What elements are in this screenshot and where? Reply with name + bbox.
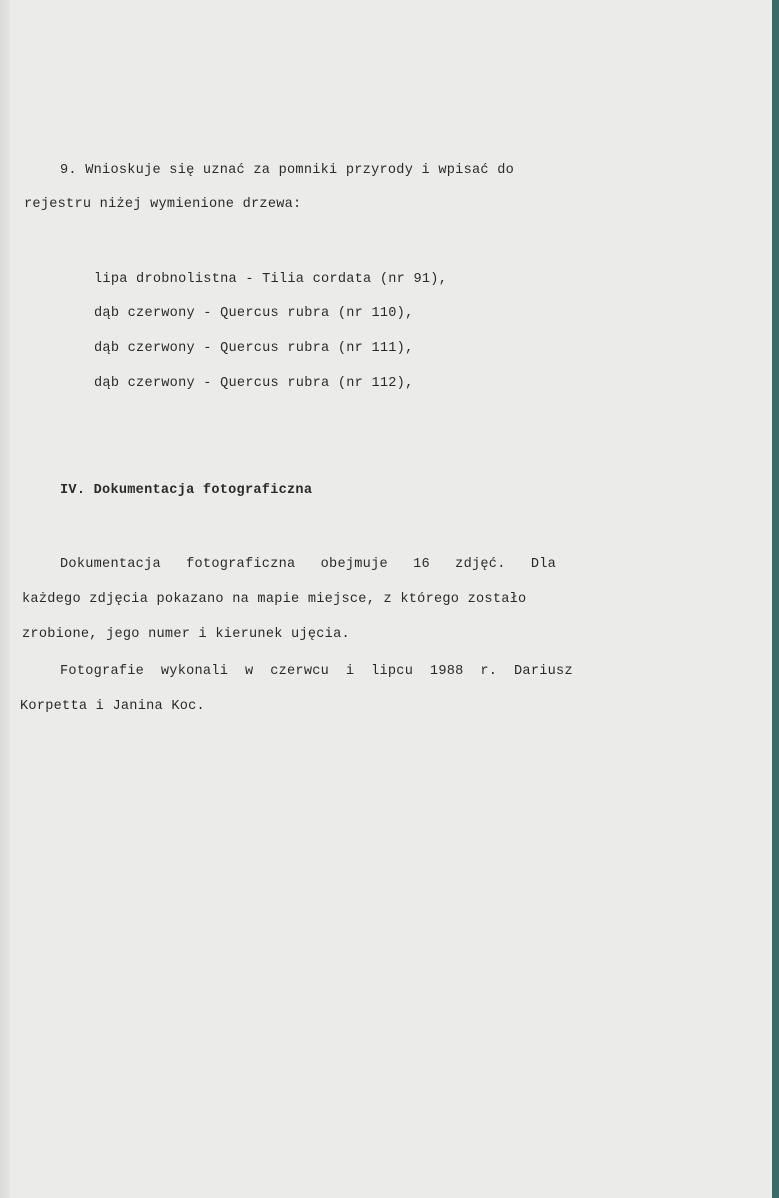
section-heading: IV. Dokumentacja fotograficzna	[60, 483, 313, 498]
doc-paragraph-line-1: Dokumentacja fotograficzna obejmuje 16 zdjęć. Dla	[60, 557, 557, 572]
tree-item-3: dąb czerwony - Quercus rubra (nr 111),	[94, 341, 414, 356]
paragraph-9-line-2: rejestru niżej wymienione drzewa:	[24, 197, 302, 212]
doc-paragraph-line-3: zrobione, jego numer i kierunek ujęcia.	[22, 627, 350, 642]
tree-item-4: dąb czerwony - Quercus rubra (nr 112),	[94, 376, 414, 391]
doc-paragraph-line-2: każdego zdjęcia pokazano na mapie miejsce, z którego zostało	[22, 592, 527, 607]
tree-item-2: dąb czerwony - Quercus rubra (nr 110),	[94, 306, 414, 321]
photo-paragraph-line-1: Fotografie wykonali w czerwcu i lipcu 1988 r. Dariusz	[60, 664, 573, 679]
tree-item-1: lipa drobnolistna - Tilia cordata (nr 91),	[94, 272, 448, 287]
page-right-edge	[772, 0, 779, 1198]
paragraph-9-line-1: 9. Wnioskuje się uznać za pomniki przyrody i wpisać do	[60, 163, 515, 178]
photo-paragraph-line-2: Korpetta i Janina Koc.	[20, 699, 205, 714]
